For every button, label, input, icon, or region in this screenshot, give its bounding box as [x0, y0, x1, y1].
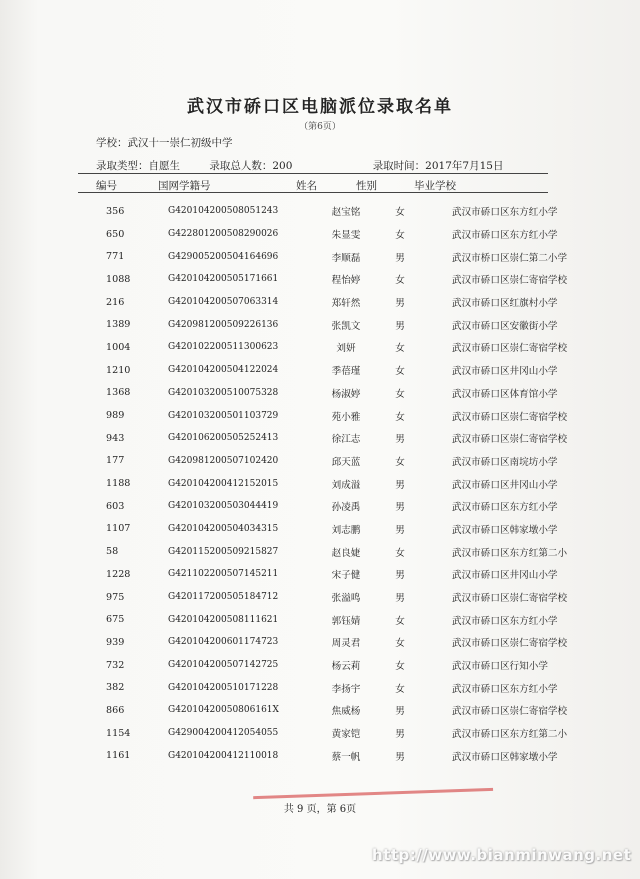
row-name: 杨云莉: [331, 661, 361, 673]
row-name: 季蓓瑾: [331, 366, 361, 378]
header-divider-top: [78, 173, 548, 174]
document-title: 武汉市硚口区电脑派位录取名单: [187, 97, 453, 117]
row-school: 武汉市硚口区韩家墩小学: [452, 524, 558, 536]
row-no: 939: [106, 636, 125, 648]
table-row: [84, 540, 622, 563]
row-sex: 女: [395, 661, 405, 673]
admission-time: 录取时间：2017年7月15日: [372, 160, 504, 172]
row-sex: 男: [395, 524, 405, 536]
row-school: 武汉市硚口区南垸坊小学: [452, 456, 558, 468]
table-row: [84, 631, 622, 654]
row-sex: 男: [395, 479, 405, 491]
table-row: [84, 676, 622, 699]
table-row: [84, 699, 622, 722]
row-name: 程怡婷: [331, 275, 361, 287]
row-school: 武汉市硚口区安徽街小学: [452, 320, 558, 332]
student-table: [84, 200, 622, 767]
row-school: 武汉市硚口区崇仁寄宿学校: [452, 706, 568, 718]
row-no: 1210: [106, 364, 131, 376]
row-sex: 女: [395, 230, 405, 242]
table-row: [84, 586, 622, 609]
column-header-school: 毕业学校: [414, 180, 456, 192]
row-sex: 男: [395, 320, 405, 332]
row-student-id: G420106200505252413: [168, 433, 279, 444]
row-student-id: G420103200501103729: [168, 410, 279, 421]
row-name: 邱天蓝: [331, 456, 361, 468]
row-student-id: G420104200412152015: [168, 478, 279, 489]
row-student-id: G420104200505171661: [168, 274, 279, 285]
row-sex: 男: [395, 502, 405, 514]
row-no: 675: [106, 614, 125, 626]
column-header-name: 姓名: [296, 180, 317, 192]
row-student-id: G420104200412110018: [168, 750, 279, 761]
row-no: 650: [106, 228, 125, 240]
row-no: 943: [106, 432, 125, 444]
row-name: 苑小雅: [331, 411, 361, 423]
page-count: 共 9 页，第 6页: [283, 804, 357, 815]
row-name: 郭钰婧: [331, 615, 361, 627]
row-name: 李顺磊: [331, 252, 361, 264]
row-name: 宋子健: [331, 570, 361, 582]
row-sex: 女: [395, 207, 405, 219]
row-student-id: G420104200504122024: [168, 365, 279, 376]
table-row: [84, 745, 622, 768]
column-header-no: 编号: [96, 180, 117, 192]
row-no: 1154: [106, 727, 131, 739]
row-school: 武汉市硚口区崇仁寄宿学校: [452, 275, 568, 287]
row-student-id: G420104200601174723: [168, 637, 279, 648]
admission-meta: [96, 158, 536, 173]
row-name: 张凯文: [331, 320, 361, 332]
row-no: 382: [106, 682, 125, 694]
row-school: 武汉市硚口区井冈山小学: [452, 366, 558, 378]
admission-type: 录取类型：自愿生: [96, 160, 180, 172]
row-sex: 女: [395, 343, 405, 355]
header-divider-bottom: [78, 192, 548, 193]
row-name: 刘志鹏: [331, 524, 361, 536]
row-school: 武汉市硚口区东方红小学: [452, 615, 558, 627]
row-student-id: G420104200508111621: [168, 614, 279, 625]
table-row: [84, 495, 622, 518]
row-sex: 男: [395, 570, 405, 582]
row-no: 603: [106, 500, 125, 512]
row-student-id: G429004200412054055: [168, 728, 279, 739]
row-student-id: G420117200505184712: [168, 592, 279, 603]
row-no: 1004: [106, 341, 131, 353]
table-row: [84, 382, 622, 405]
row-school: 武汉市硚口区崇仁寄宿学校: [452, 343, 568, 355]
table-row: [84, 245, 622, 268]
row-no: 1368: [106, 387, 131, 399]
row-school: 武汉市硚口区崇仁寄宿学校: [452, 593, 568, 605]
table-row: [84, 450, 622, 473]
table-row: [84, 359, 622, 382]
row-student-id: G420104200510171228: [168, 682, 279, 693]
row-student-id: G421102200507145211: [168, 569, 279, 580]
row-school: 武汉市硚口区东方红小学: [452, 683, 558, 695]
row-name: 赵良婕: [331, 547, 361, 559]
table-row: [84, 223, 622, 246]
table-row: [84, 722, 622, 745]
row-name: 周灵君: [331, 638, 361, 650]
row-no: 866: [106, 704, 125, 716]
row-no: 1228: [106, 568, 131, 580]
page-label: （第6页）: [299, 122, 341, 132]
row-no: 177: [106, 455, 125, 467]
row-no: 1088: [106, 273, 131, 285]
row-sex: 女: [395, 275, 405, 287]
row-name: 朱显雯: [331, 230, 361, 242]
table-row: [84, 404, 622, 427]
row-name: 杨淑婷: [331, 388, 361, 400]
notary-seal: [253, 788, 495, 849]
row-name: 蔡一帆: [331, 751, 361, 763]
row-no: 1107: [106, 523, 131, 535]
row-school: 武汉市硚口区红旗村小学: [452, 298, 558, 310]
row-no: 1188: [106, 478, 131, 490]
row-student-id: G420115200509215827: [168, 546, 279, 557]
row-sex: 女: [395, 615, 405, 627]
row-no: 771: [106, 251, 125, 263]
table-row: [84, 313, 622, 336]
row-student-id: G420104200504034315: [168, 523, 279, 534]
row-name: 孙凌禹: [331, 502, 361, 514]
table-row: [84, 563, 622, 586]
row-school: 武汉市硚口区崇仁寄宿学校: [452, 638, 568, 650]
row-school: 武汉市硚口区井冈山小学: [452, 570, 558, 582]
row-name: 赵宝铭: [331, 207, 361, 219]
table-row: [84, 200, 622, 223]
table-row: [84, 608, 622, 631]
row-sex: 男: [395, 298, 405, 310]
row-school: 武汉市硚口区体育馆小学: [452, 388, 558, 400]
school-label: 学校：武汉十一崇仁初级中学: [96, 137, 233, 149]
row-sex: 男: [395, 729, 405, 741]
row-school: 武汉市硚口区东方红第二小: [452, 729, 568, 741]
row-no: 732: [106, 659, 125, 671]
row-sex: 女: [395, 411, 405, 423]
row-student-id: G420981200509226136: [168, 319, 279, 330]
row-student-id: G420104200507142725: [168, 660, 279, 671]
table-row: [84, 427, 622, 450]
row-sex: 女: [395, 388, 405, 400]
row-student-id: G422801200508290026: [168, 229, 279, 240]
row-name: 刘成溢: [331, 479, 361, 491]
watermark-url: http://www.bianminwang.net: [372, 846, 632, 864]
row-student-id: G420103200503044419: [168, 501, 279, 512]
row-student-id: G420102200511300623: [168, 342, 279, 353]
row-no: 975: [106, 591, 125, 603]
row-name: 刘妍: [336, 343, 356, 355]
row-student-id: G420104200508051243: [168, 206, 279, 217]
row-name: 徐江志: [331, 434, 361, 446]
row-student-id: G420981200507102420: [168, 455, 279, 466]
row-sex: 男: [395, 706, 405, 718]
row-student-id: G42010420050806161X: [168, 705, 279, 716]
row-school: 武汉市桥口区崇仁第二小学: [452, 252, 568, 264]
row-sex: 女: [395, 547, 405, 559]
table-row: [84, 336, 622, 359]
column-header-sex: 性别: [356, 180, 377, 192]
row-no: 1161: [106, 750, 131, 762]
table-row: [84, 654, 622, 677]
row-no: 356: [106, 205, 125, 217]
row-no: 58: [106, 546, 119, 558]
row-student-id: G420103200510075328: [168, 387, 279, 398]
row-sex: 女: [395, 366, 405, 378]
table-row: [84, 518, 622, 541]
row-school: 武汉市硚口区东方红小学: [452, 502, 558, 514]
side-seal: [600, 300, 626, 380]
row-school: 武汉市硚口区崇仁寄宿学校: [452, 411, 568, 423]
row-no: 1389: [106, 319, 131, 331]
row-sex: 男: [395, 751, 405, 763]
row-school: 武汉市硚口区井冈山小学: [452, 479, 558, 491]
row-sex: 女: [395, 638, 405, 650]
row-school: 武汉市硚口区东方红第二小: [452, 547, 568, 559]
column-header-id: 国网学籍号: [158, 180, 211, 192]
row-school: 武汉市硚口区东方红小学: [452, 230, 558, 242]
row-sex: 女: [395, 683, 405, 695]
row-sex: 男: [395, 434, 405, 446]
row-no: 216: [106, 296, 125, 308]
row-student-id: G420104200507063314: [168, 297, 279, 308]
row-student-id: G429005200504164696: [168, 251, 279, 262]
table-row: [84, 291, 622, 314]
row-name: 黄家铠: [331, 729, 361, 741]
admission-total: 录取总人数：200: [209, 160, 293, 172]
row-name: 焦威杨: [331, 706, 361, 718]
table-row: [84, 268, 622, 291]
row-school: 武汉市硚口区崇仁寄宿学校: [452, 434, 568, 446]
table-row: [84, 472, 622, 495]
row-school: 武汉市硚口区行知小学: [452, 661, 548, 673]
row-name: 郑轩然: [331, 298, 361, 310]
row-sex: 男: [395, 252, 405, 264]
row-sex: 女: [395, 456, 405, 468]
row-no: 989: [106, 410, 125, 422]
row-school: 武汉市硚口区东方红小学: [452, 207, 558, 219]
row-name: 李扬宇: [331, 683, 361, 695]
row-name: 张溢鸣: [331, 593, 361, 605]
row-sex: 男: [395, 593, 405, 605]
row-school: 武汉市硚口区韩家墩小学: [452, 751, 558, 763]
